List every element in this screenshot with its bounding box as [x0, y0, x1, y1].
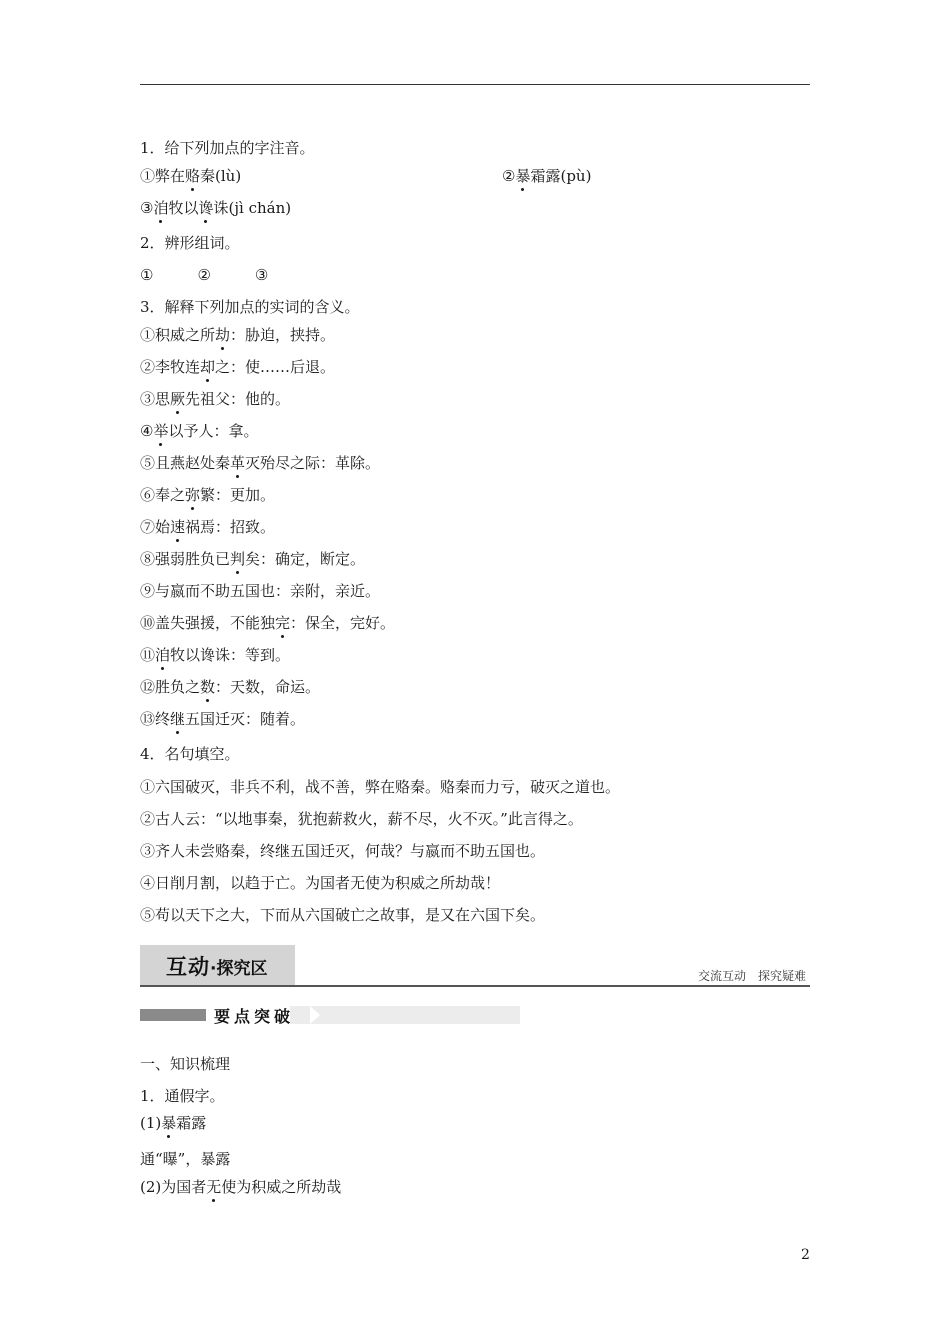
q3-item: ⑪洎牧以谗诛：等到。: [140, 646, 291, 664]
q3-item: ⑦始速祸焉：招致。: [140, 518, 276, 536]
dotted-char: 厥: [170, 390, 186, 408]
q4-item: ②古人云：“以地事秦，犹抱薪救火，薪不尽，火不灭。”此言得之。: [140, 810, 583, 828]
dotted-char: 赂: [185, 167, 201, 185]
q3-item: ⑥奉之弥繁：更加。: [140, 486, 276, 504]
section-title: 互动·探究区: [166, 955, 268, 979]
dotted-char: 判: [230, 550, 246, 568]
q3-item: ⑬终继五国迁灭：随着。: [140, 710, 306, 728]
dotted-char: 数: [200, 678, 216, 696]
knowledge-note: 通“曝”，暴露: [140, 1150, 231, 1168]
dotted-char: 革: [230, 454, 246, 472]
q3-item: ⑩盖失强援，不能独完：保全，完好。: [140, 614, 396, 632]
dotted-char: 速: [170, 518, 186, 536]
knowledge-item: (1)暴霜露: [140, 1114, 207, 1132]
q3-item: ⑧强弱胜负已判矣：确定，断定。: [140, 550, 366, 568]
q4-item: ⑤苟以天下之大，下而从六国破亡之故事，是又在六国下矣。: [140, 906, 546, 924]
q4-item: ①六国破灭，非兵不利，战不善，弊在赂秦。赂秦而力亏，破灭之道也。: [140, 778, 621, 796]
q3-item: ①积威之所劫：胁迫，挟持。: [140, 326, 336, 344]
dotted-char: 暴: [161, 1114, 177, 1132]
section-header: [140, 945, 810, 987]
key-points-banner: [140, 1006, 520, 1024]
q2-title: 2．辨形组词。: [140, 234, 240, 252]
dotted-char: 却: [200, 358, 216, 376]
knowledge-item: (2)为国者无使为积威之所劫哉: [140, 1178, 342, 1196]
q4-item: ③齐人未尝赂秦，终继五国迁灭，何哉？与嬴而不助五国也。: [140, 842, 546, 860]
dotted-char: 举: [153, 422, 169, 440]
q3-item: ⑫胜负之数：天数，命运。: [140, 678, 321, 696]
dotted-char: 继: [170, 710, 186, 728]
knowledge-heading: 一、知识梳理: [140, 1055, 231, 1073]
q3-title: 3．解释下列加点的实词的含义。: [140, 298, 360, 316]
section-tagline: 交流互动 探究疑难: [697, 969, 806, 983]
q3-item: ⑤且燕赵处秦革灭殆尽之际：革除。: [140, 454, 381, 472]
header-rule: [140, 84, 810, 85]
q4-title: 4．名句填空。: [140, 745, 240, 763]
q1-row-1: ①弊在赂秦(lù) ②暴霜露(pù): [140, 167, 592, 185]
banner-fade: [290, 1006, 520, 1024]
dotted-char: 洎: [153, 199, 169, 217]
q1-title: 1．给下列加点的字注音。: [140, 139, 315, 157]
q2-blanks: ① ② ③: [140, 266, 269, 284]
banner-label: 要点突破: [214, 1007, 295, 1026]
section-rule: [140, 985, 810, 987]
dotted-char: 洎: [155, 646, 171, 664]
q3-item: ⑨与嬴而不助五国也：亲附，亲近。: [140, 582, 381, 600]
q3-item: ④举以予人：拿。: [140, 422, 259, 440]
knowledge-sub: 1．通假字。: [140, 1087, 225, 1105]
q1-item-b: ②暴霜露(pù): [502, 167, 592, 185]
dotted-char: 完: [275, 614, 291, 632]
page-number: 2: [801, 1247, 810, 1263]
q3-item: ②李牧连却之：使……后退。: [140, 358, 336, 376]
banner-bar: [140, 1009, 206, 1021]
dotted-char: 弥: [185, 486, 201, 504]
q3-item: ③思厥先祖父：他的。: [140, 390, 291, 408]
q1-row-2: ③洎牧以谗诛(jì chán): [140, 199, 292, 217]
dotted-char: 谗: [198, 199, 214, 217]
chevron-right-icon: [310, 1006, 320, 1024]
dotted-char: 劫: [215, 326, 231, 344]
dotted-char: 无: [206, 1178, 222, 1196]
dotted-char: 暴: [515, 167, 531, 185]
q4-item: ④日削月割，以趋于亡。为国者无使为积威之所劫哉！: [140, 874, 501, 892]
